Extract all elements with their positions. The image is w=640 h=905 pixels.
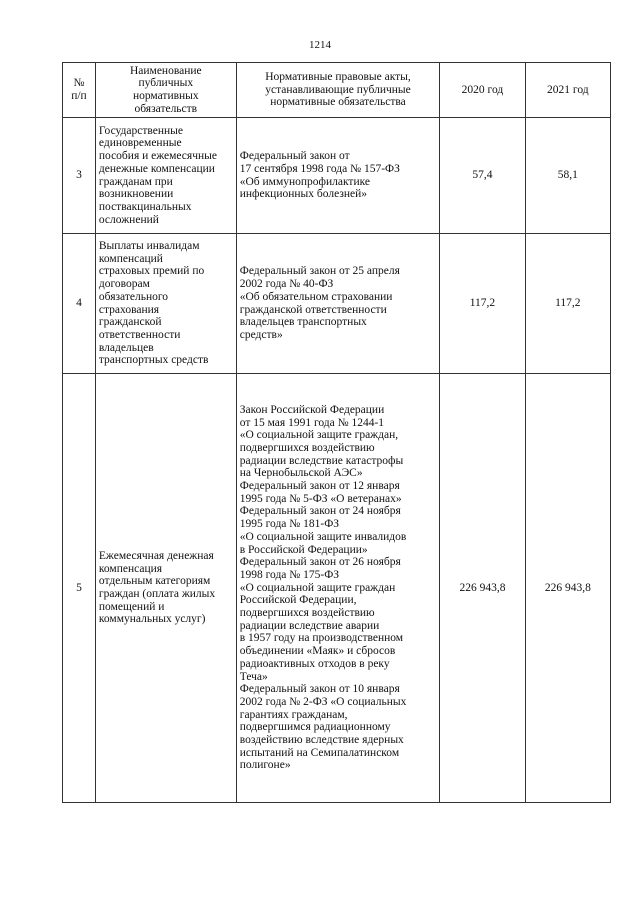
legal-act: Федеральный закон от 12 января 1995 года № 5-ФЗ «О ветеранах» xyxy=(239,480,402,505)
header-name: Наименование публичных нормативных обязательств xyxy=(95,63,236,118)
legal-act: Федеральный закон от 25 апреля 2002 года № 40-ФЗ «Об обязательном страховании гражданской ответственности владельцев транспортных средств» xyxy=(239,265,400,341)
table-header-row xyxy=(63,63,611,118)
obligation-name: Выплаты инвалидам компенсаций страховых премий по договорам обязательного страхования гражданской ответственности владельцев транспортных средств xyxy=(95,234,236,374)
row-number: 4 xyxy=(63,234,96,374)
legal-act: Федеральный закон от 10 января 2002 года № 2-ФЗ «О социальных гарантиях гражданам, подвергшимся радиационному воздействию вследствие ядерных испытаний на Семипалатинском полигоне» xyxy=(239,683,407,772)
legal-act: Закон Российской Федерации от 15 мая 1991 года № 1244-1 «О социальной защите граждан, подвергшихся воздействию радиации вследствие катастрофы на Чернобыльской АЭС» xyxy=(239,403,404,480)
header-year-2020: 2020 год xyxy=(440,63,525,118)
row-number: 3 xyxy=(63,118,96,234)
value-2020: 57,4 xyxy=(440,118,525,234)
legal-acts xyxy=(236,234,440,374)
page-number: 1214 xyxy=(309,39,331,51)
table-row xyxy=(63,374,611,803)
header-number: № п/п xyxy=(63,63,96,118)
legal-act: Федеральный закон от 24 ноября 1995 года № 181-ФЗ «О социальной защите инвалидов в Российской Федерации» xyxy=(239,505,407,556)
legal-acts xyxy=(236,374,440,803)
legal-acts xyxy=(236,118,440,234)
value-2021: 58,1 xyxy=(525,118,610,234)
header-year-2021: 2021 год xyxy=(525,63,610,118)
row-number: 5 xyxy=(63,374,96,803)
value-2020: 117,2 xyxy=(440,234,525,374)
table-row xyxy=(63,118,611,234)
obligation-name: Ежемесячная денежная компенсация отдельным категориям граждан (оплата жилых помещений и коммунальных услуг) xyxy=(95,374,236,803)
table-row xyxy=(63,234,611,374)
header-acts: Нормативные правовые акты, устанавливающие публичные нормативные обязательства xyxy=(236,63,440,118)
value-2020: 226 943,8 xyxy=(440,374,525,803)
obligations-table xyxy=(62,62,611,803)
legal-act: Федеральный закон от 26 ноября 1998 года № 175-ФЗ «О социальной защите граждан Российской Федерации, подвергшихся воздействию радиации вследствие аварии в 1957 году на производственном объединении «Маяк» и сбросов радиоактивных отходов в реку Теча» xyxy=(239,556,404,683)
value-2021: 117,2 xyxy=(525,234,610,374)
value-2021: 226 943,8 xyxy=(525,374,610,803)
legal-act: Федеральный закон от 17 сентября 1998 года № 157-ФЗ «Об иммунопрофилактике инфекционных болезней» xyxy=(239,150,400,201)
obligation-name: Государственные единовременные пособия и ежемесячные денежные компенсации гражданам при возникновении поствакцинальных осложнений xyxy=(95,118,236,234)
